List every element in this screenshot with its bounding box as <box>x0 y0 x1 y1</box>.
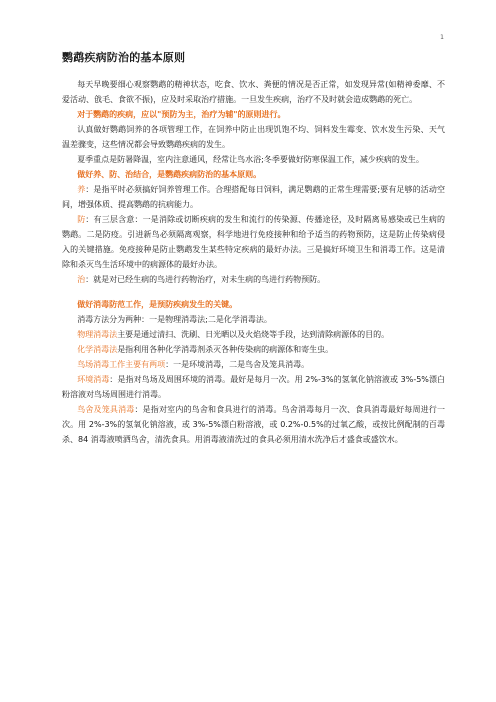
document-body <box>62 51 445 447</box>
text-treat: ：就是对已经生病的鸟进行药物治疗，对未生病的鸟进行药物预防。 <box>85 275 326 284</box>
label-chemical: 化学消毒法 <box>77 345 118 354</box>
paragraph-environment <box>62 372 445 402</box>
paragraph-cage <box>62 402 445 447</box>
paragraph-intro: 每天早晚要细心观察鹦鹉的精神状态，吃食、饮水、粪便的情况是否正常，如发现异常(如精神委靡、不爱活动、戗毛、食欲不振)，应及时采取治疗措施。一旦发生疾病，治疗不及时就会造成鹦鹉的死亡。 <box>62 80 445 104</box>
label-cage: 鸟舍及笼具消毒 <box>77 405 135 414</box>
section-heading-prevention: 对于鹦鹉的疾病，应以"预防为主，治疗为辅"的原则进行。 <box>77 110 286 119</box>
text-physical: 主要是通过清扫、洗刷、日光晒以及火焰烧等手段，达到清除病源体的目的。 <box>117 330 390 339</box>
document-title: 鹦鹉疾病防治的基本原则 <box>62 51 186 64</box>
paragraph-prevent <box>62 212 445 272</box>
text-two-tasks: ：一是环境消毒，二是鸟舍及笼具消毒。 <box>165 360 310 369</box>
label-treat: 治 <box>77 275 86 284</box>
paragraph-seasonal: 夏季重点是防暑降温，室内注意通风，经常让鸟水浴;冬季要做好防寒保温工作，减少疾病的发生。 <box>77 155 424 164</box>
label-prevent: 防 <box>77 215 86 224</box>
text-environment: ：是指对鸟场及周围环境的消毒。最好是每月一次。用 2%-3%的氢氧化钠溶液或 3%-5%漂白粉溶液对鸟场周围进行消毒。 <box>62 375 446 399</box>
label-physical: 物理消毒法 <box>77 330 118 339</box>
label-two-tasks: 鸟场消毒工作主要有两项 <box>77 360 166 369</box>
paragraph-feeding <box>62 182 445 212</box>
text-cage: ：是指对室内的鸟舍和食具进行的消毒。鸟舍消毒每月一次、食具消毒最好每周进行一次。用 2%-3%的氢氧化钠溶液，或 3%-5%漂白粉溶液，或 0.2%-0.5%的过氧乙酸，或按比例配制的百毒杀、84 消毒液喷洒鸟舍，清洗食具。用消毒液清洗过的食具必须用清水洗净后才盛食或盛饮水。 <box>62 405 446 444</box>
label-feeding: 养 <box>77 185 86 194</box>
section-heading-combination: 做好养、防、治结合，是鹦鹉疾病防治的基本原则。 <box>77 170 262 179</box>
section-heading-disinfection: 做好消毒防范工作，是预防疾病发生的关键。 <box>77 300 238 309</box>
paragraph-two-tasks <box>62 357 445 372</box>
text-prevent: ：有三层含意：一是消除或切断疾病的发生和流行的传染源、传播途径，及时隔离易感染或已生病的鹦鹉。二是防疫。引进新鸟必须隔离观察，科学地进行免疫接种和给予适当的药物预防，这是防止传染病侵入的关键措施。免疫接种是防止鹦鹉发生某些特定疾病的最好办法。三是搞好环境卫生和消毒工作。这是清除和杀灭鸟生活环境中的病源体的最好办法。 <box>62 215 446 269</box>
page-number: 1 <box>440 34 444 41</box>
paragraph-management: 认真做好鹦鹉饲养的各项管理工作，在饲养中防止出现饥饱不均、饲料发生霉变、饮水发生污染、天气温差骤变，这些情况都会导致鹦鹉疾病的发生。 <box>62 125 445 149</box>
label-environment: 环境消毒 <box>77 375 110 384</box>
text-chemical: 是指利用各种化学消毒剂杀灭各种传染病的病源体和寄生虫。 <box>117 345 334 354</box>
paragraph-chemical <box>62 342 445 357</box>
paragraph-methods: 消毒方法分为两种：一是物理消毒法;二是化学消毒法。 <box>77 315 272 324</box>
paragraph-physical <box>62 327 445 342</box>
text-feeding: ：是指平时必须搞好饲养管理工作。合理搭配每日饲料，满足鹦鹉的正常生理需要;要有足够的活动空间，增强体质、提高鹦鹉的抗病能力。 <box>62 185 445 209</box>
section-spacer <box>62 287 445 297</box>
paragraph-treat <box>62 272 445 287</box>
